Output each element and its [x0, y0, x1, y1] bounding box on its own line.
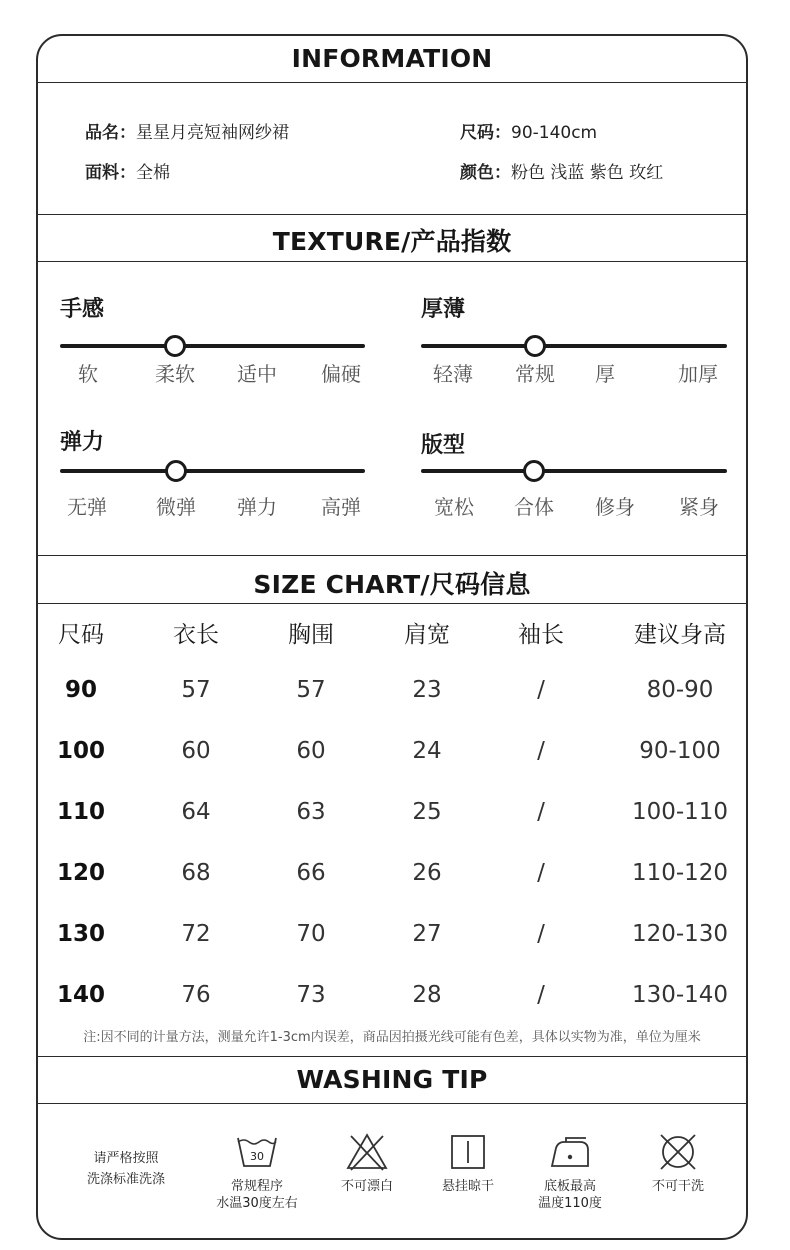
information-card — [36, 34, 748, 1240]
size-table-cell: 110-120 — [631, 860, 729, 886]
texture-option: 微弹 — [156, 495, 196, 519]
washing-title: WASHING TIP — [296, 1065, 488, 1094]
size-table-cell: 23 — [412, 677, 442, 703]
size-range-row — [460, 118, 597, 143]
color-value: 粉色 浅蓝 紫色 玫红 — [511, 163, 664, 183]
size-table-size-cell: 120 — [56, 860, 106, 886]
washing-intro-line1: 请严格按照 — [93, 1151, 159, 1166]
iron-icon — [548, 1132, 592, 1172]
size-table-cell: / — [537, 921, 545, 947]
fabric-row — [85, 158, 170, 183]
size-table-cell: 130-140 — [631, 982, 729, 1008]
texture-option: 加厚 — [678, 362, 718, 386]
size-chart-title: SIZE CHART/尺码信息 — [253, 570, 531, 599]
size-table-size-cell: 110 — [56, 799, 106, 825]
size-table-cell: 28 — [412, 982, 442, 1008]
no-bleach-icon — [345, 1132, 389, 1172]
iron-line2: 温度110度 — [538, 1196, 602, 1211]
size-table-cell: 66 — [296, 860, 326, 886]
size-table-cell: 76 — [181, 982, 211, 1008]
size-table-cell: 26 — [412, 860, 442, 886]
texture-option: 偏硬 — [321, 362, 361, 386]
size-table-size-cell: 100 — [56, 738, 106, 764]
texture-option: 无弹 — [67, 495, 107, 519]
size-table-cell: / — [537, 860, 545, 886]
wash-item — [413, 1132, 523, 1195]
texture-option: 合体 — [514, 495, 554, 519]
wash-item — [515, 1132, 625, 1212]
fabric-label: 面料： — [85, 163, 136, 183]
texture-option: 高弹 — [321, 495, 361, 519]
hang-dry-icon — [446, 1132, 490, 1172]
texture-selected-marker — [165, 460, 187, 482]
texture-indicator-title: 手感 — [60, 297, 105, 322]
no-dry-clean-icon — [656, 1132, 700, 1172]
size-table-cell: 63 — [296, 799, 326, 825]
wash-30-label — [202, 1178, 312, 1212]
divider — [38, 261, 746, 262]
texture-option: 轻薄 — [433, 362, 473, 386]
texture-indicator-title: 厚薄 — [421, 297, 466, 322]
divider — [38, 82, 746, 83]
hang-dry-label: 悬挂晾干 — [441, 1179, 494, 1194]
size-table-cell: 64 — [181, 799, 211, 825]
wash-item — [202, 1132, 312, 1212]
iron-line1: 底板最高 — [543, 1179, 596, 1194]
size-table-cell: / — [537, 982, 545, 1008]
size-table-cell: 80-90 — [646, 677, 714, 703]
color-label: 颜色： — [460, 163, 511, 183]
texture-option: 适中 — [237, 362, 277, 386]
wash-temp-text: 30 — [250, 1150, 264, 1163]
color-row — [460, 158, 663, 183]
texture-option: 软 — [78, 362, 98, 386]
size-table-header: 尺码 — [58, 622, 104, 648]
size-table-cell: 90-100 — [639, 738, 721, 764]
wash-30-line1: 常规程序 — [230, 1179, 283, 1194]
wash-30-line2: 水温30度左右 — [216, 1196, 298, 1211]
texture-selected-marker — [523, 460, 545, 482]
divider — [38, 603, 746, 604]
product-name-label: 品名： — [85, 123, 136, 143]
information-title: INFORMATION — [291, 44, 493, 73]
size-table-header: 建议身高 — [634, 622, 726, 648]
texture-option: 紧身 — [679, 495, 719, 519]
size-table-cell: 100-110 — [631, 799, 729, 825]
wash-30-icon — [235, 1132, 279, 1172]
texture-option: 柔软 — [155, 362, 195, 386]
texture-title: TEXTURE/产品指数 — [272, 227, 512, 256]
texture-option: 厚 — [595, 362, 615, 386]
size-range-label: 尺码： — [460, 123, 511, 143]
size-table-size-cell: 140 — [56, 982, 106, 1008]
size-table-size-cell: 90 — [64, 677, 98, 703]
wash-item — [312, 1132, 422, 1195]
size-table-cell: 25 — [412, 799, 442, 825]
size-table-cell: 72 — [181, 921, 211, 947]
texture-selected-marker — [524, 335, 546, 357]
iron-label — [515, 1178, 625, 1212]
product-name-value: 星星月亮短袖网纱裙 — [136, 123, 289, 143]
texture-option: 修身 — [595, 495, 635, 519]
texture-scale-line — [60, 344, 365, 348]
fabric-value: 全棉 — [136, 163, 170, 183]
size-table-cell: / — [537, 799, 545, 825]
size-table-cell: 57 — [181, 677, 211, 703]
texture-selected-marker — [164, 335, 186, 357]
size-table-header: 胸围 — [288, 622, 334, 648]
texture-option: 弹力 — [237, 495, 277, 519]
size-table-header: 衣长 — [173, 622, 219, 648]
washing-intro — [76, 1148, 176, 1190]
size-table-cell: 70 — [296, 921, 326, 947]
size-table-cell: 68 — [181, 860, 211, 886]
texture-scale-line — [60, 469, 365, 473]
size-table-cell: 60 — [181, 738, 211, 764]
wash-item — [623, 1132, 733, 1195]
divider — [38, 1103, 746, 1104]
size-table-cell: 73 — [296, 982, 326, 1008]
divider — [38, 1056, 746, 1057]
texture-option: 宽松 — [434, 495, 474, 519]
texture-indicator-title: 版型 — [421, 433, 466, 458]
no-dry-clean-label: 不可干洗 — [651, 1179, 704, 1194]
washing-intro-line2: 洗涤标准洗涤 — [86, 1172, 165, 1187]
texture-scale-line — [421, 344, 727, 348]
size-table-cell: 120-130 — [631, 921, 729, 947]
size-table-cell: / — [537, 677, 545, 703]
divider — [38, 214, 746, 215]
size-table-size-cell: 130 — [56, 921, 106, 947]
size-table-header: 肩宽 — [404, 622, 450, 648]
size-range-value: 90-140cm — [511, 123, 598, 143]
divider — [38, 555, 746, 556]
size-table-header: 袖长 — [518, 622, 564, 648]
size-table-cell: 27 — [412, 921, 442, 947]
no-bleach-label: 不可漂白 — [340, 1179, 393, 1194]
size-table-cell: 24 — [412, 738, 442, 764]
size-table-cell: / — [537, 738, 545, 764]
measurement-note: 注:因不同的计量方法，测量允许1-3cm内误差，商品因拍摄光线可能有色差，具体以实物为准，单位为厘米 — [83, 1030, 701, 1045]
product-name-row — [85, 118, 289, 143]
size-table-cell: 57 — [296, 677, 326, 703]
texture-indicator-title: 弹力 — [60, 430, 105, 455]
size-table-cell: 60 — [296, 738, 326, 764]
texture-option: 常规 — [515, 362, 555, 386]
texture-scale-line — [421, 469, 727, 473]
